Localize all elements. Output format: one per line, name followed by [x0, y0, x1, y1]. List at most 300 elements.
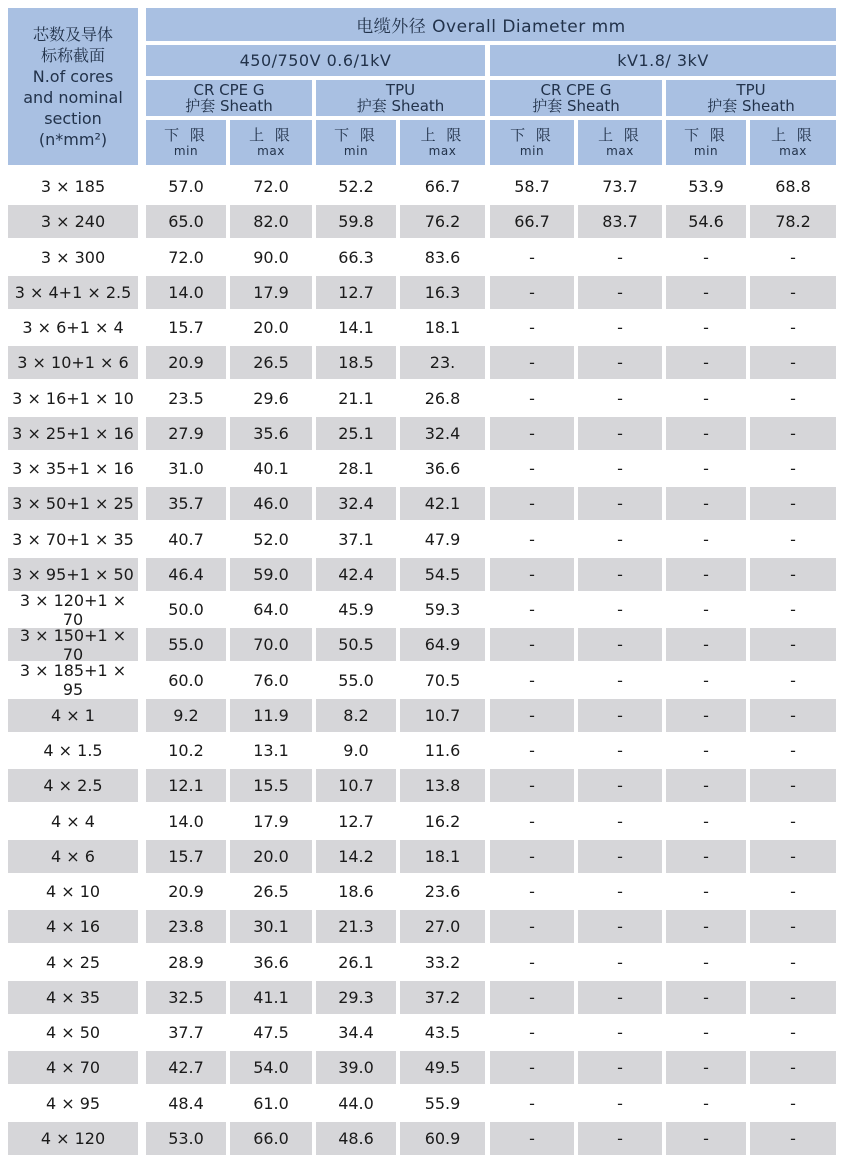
diameter-cell: -	[578, 276, 662, 309]
diameter-cell: 83.6	[424, 247, 461, 267]
header-sheath-cr-line1: CR CPE G	[193, 81, 265, 99]
diameter-cell: -	[790, 670, 796, 690]
diameter-cell: 72.0	[168, 247, 204, 267]
diameter-cell: 70.0	[230, 628, 312, 661]
diameter-cell: -	[790, 388, 796, 408]
diameter-cell: 20.0	[230, 840, 312, 873]
cores-section-cell: 3 × 185+1 × 95	[19, 663, 127, 697]
diameter-cell: -	[750, 346, 836, 379]
diameter-cell: -	[617, 811, 623, 831]
header-min-en: min	[519, 143, 545, 158]
diameter-cell: 9.0	[343, 741, 369, 760]
cores-section-cell: 4 × 6	[8, 840, 138, 873]
diameter-cell: -	[790, 459, 796, 478]
cores-section-cell: 3 × 35+1 × 16	[12, 459, 134, 478]
cores-section-cell: 3 × 120+1 × 70	[19, 593, 127, 626]
diameter-cell: -	[490, 558, 574, 591]
cores-section-cell: 3 × 4+1 × 2.5	[8, 276, 138, 309]
diameter-cell: -	[490, 910, 574, 943]
diameter-cell: 55.0	[146, 628, 226, 661]
header-sheath-tpu-line2: 护套 Sheath	[356, 97, 445, 115]
cores-section-cell: 4 × 25	[45, 952, 101, 972]
diameter-cell: -	[617, 247, 623, 267]
diameter-cell: 10.2	[168, 741, 204, 760]
diameter-cell: 21.1	[338, 388, 374, 408]
diameter-cell: 40.1	[253, 459, 289, 478]
diameter-cell: 64.9	[400, 628, 485, 661]
diameter-cell: -	[529, 1023, 535, 1042]
diameter-cell: 18.1	[400, 840, 485, 873]
diameter-cell: -	[490, 1051, 574, 1084]
diameter-cell: 59.0	[230, 558, 312, 591]
diameter-cell: -	[750, 628, 836, 661]
header-side-line: 芯数及导体	[32, 24, 113, 44]
diameter-cell: -	[703, 600, 709, 619]
diameter-cell: -	[750, 276, 836, 309]
diameter-cell: 42.1	[400, 487, 485, 520]
diameter-cell: 17.9	[253, 811, 289, 831]
diameter-cell: 27.0	[400, 910, 485, 943]
diameter-cell: 73.7	[602, 177, 638, 196]
diameter-cell: -	[790, 318, 796, 337]
diameter-cell: -	[578, 1051, 662, 1084]
diameter-cell: 20.0	[253, 318, 289, 337]
diameter-cell: -	[790, 1023, 796, 1042]
diameter-cell: -	[529, 1093, 535, 1113]
diameter-cell: 78.2	[750, 205, 836, 238]
diameter-cell: 18.1	[424, 318, 461, 337]
cores-section-cell: 3 × 6+1 × 4	[22, 318, 124, 337]
header-min-en: min	[173, 143, 199, 158]
diameter-cell: -	[490, 628, 574, 661]
header-side-line: section	[44, 108, 102, 128]
header-sheath-cr	[490, 80, 662, 116]
diameter-cell: -	[529, 882, 535, 901]
diameter-cell: -	[750, 417, 836, 450]
diameter-cell: -	[790, 529, 796, 549]
header-sheath-cr-line2: 护套 Sheath	[185, 97, 273, 115]
diameter-cell: 20.9	[146, 346, 226, 379]
cores-section-cell: 3 × 50+1 × 25	[8, 487, 138, 520]
diameter-cell: -	[750, 1122, 836, 1155]
diameter-cell: -	[666, 628, 746, 661]
diameter-cell: 14.0	[146, 276, 226, 309]
diameter-cell: -	[490, 346, 574, 379]
diameter-cell: 49.5	[400, 1051, 485, 1084]
diameter-cell: -	[578, 981, 662, 1014]
diameter-cell: 23.5	[168, 388, 204, 408]
diameter-cell: -	[703, 952, 709, 972]
header-sheath-cr	[146, 80, 312, 116]
diameter-cell: 61.0	[253, 1093, 289, 1113]
diameter-cell: 59.3	[424, 600, 461, 619]
diameter-cell: -	[666, 558, 746, 591]
diameter-cell: -	[750, 558, 836, 591]
diameter-cell: -	[703, 741, 709, 760]
diameter-cell: -	[750, 910, 836, 943]
diameter-cell: 14.2	[316, 840, 396, 873]
diameter-cell: 15.5	[230, 769, 312, 802]
header-max-en: max	[606, 143, 634, 158]
cores-section-cell: 4 × 16	[8, 910, 138, 943]
cores-section-cell: 3 × 10+1 × 6	[8, 346, 138, 379]
diameter-cell: -	[790, 811, 796, 831]
diameter-cell: 27.9	[146, 417, 226, 450]
cores-section-cell: 3 × 70+1 × 35	[12, 529, 134, 549]
diameter-cell: -	[617, 741, 623, 760]
diameter-cell: 18.6	[338, 882, 374, 901]
diameter-cell: 55.9	[424, 1093, 461, 1113]
diameter-cell: 55.0	[338, 670, 374, 690]
diameter-cell: -	[790, 247, 796, 267]
diameter-cell: -	[703, 247, 709, 267]
diameter-cell: 10.7	[316, 769, 396, 802]
header-side-line: N.of cores	[32, 66, 114, 86]
diameter-cell: 50.5	[316, 628, 396, 661]
header-max-zh: 上 限	[771, 125, 815, 144]
diameter-cell: -	[529, 600, 535, 619]
diameter-cell: 52.2	[338, 177, 374, 196]
diameter-cell: 66.3	[338, 247, 374, 267]
diameter-cell: 26.5	[253, 882, 289, 901]
header-voltage-low	[146, 45, 485, 76]
diameter-cell: -	[750, 699, 836, 732]
diameter-cell: 43.5	[424, 1023, 461, 1042]
diameter-cell: 42.7	[146, 1051, 226, 1084]
diameter-cell: 33.2	[424, 952, 461, 972]
diameter-cell: -	[790, 1093, 796, 1113]
cores-section-cell: 4 × 1.5	[43, 741, 103, 760]
diameter-cell: 36.6	[424, 459, 461, 478]
header-min	[316, 120, 396, 165]
diameter-cell: 32.5	[146, 981, 226, 1014]
diameter-cell: -	[490, 840, 574, 873]
diameter-cell: 8.2	[316, 699, 396, 732]
cores-section-cell: 3 × 25+1 × 16	[8, 417, 138, 450]
diameter-cell: 60.0	[168, 670, 204, 690]
diameter-cell: 39.0	[316, 1051, 396, 1084]
diameter-cell: -	[617, 529, 623, 549]
diameter-cell: -	[578, 487, 662, 520]
diameter-cell: 76.0	[253, 670, 289, 690]
header-voltage-high-text: kV1.8/ 3kV	[617, 51, 709, 70]
header-cores-section	[8, 8, 138, 165]
diameter-cell: 29.6	[253, 388, 289, 408]
cores-section-cell: 4 × 70	[8, 1051, 138, 1084]
diameter-cell: -	[578, 1122, 662, 1155]
diameter-cell: 32.4	[400, 417, 485, 450]
diameter-cell: 53.0	[146, 1122, 226, 1155]
diameter-cell: 47.9	[424, 529, 461, 549]
diameter-cell: -	[666, 1122, 746, 1155]
diameter-cell: 11.9	[230, 699, 312, 732]
header-voltage-low-text: 450/750V 0.6/1kV	[239, 51, 392, 70]
diameter-cell: 26.8	[424, 388, 461, 408]
diameter-cell: -	[790, 952, 796, 972]
header-min	[146, 120, 226, 165]
diameter-cell: -	[666, 769, 746, 802]
diameter-cell: 48.6	[316, 1122, 396, 1155]
diameter-cell: -	[750, 981, 836, 1014]
diameter-cell: -	[490, 487, 574, 520]
diameter-cell: 37.1	[338, 529, 374, 549]
header-side-line: and nominal	[23, 87, 123, 107]
diameter-cell: 11.6	[424, 741, 461, 760]
diameter-cell: 72.0	[253, 177, 289, 196]
diameter-cell: 40.7	[168, 529, 204, 549]
diameter-cell: -	[578, 628, 662, 661]
diameter-cell: -	[529, 952, 535, 972]
diameter-cell: 47.5	[253, 1023, 289, 1042]
diameter-cell: -	[617, 600, 623, 619]
diameter-cell: -	[490, 769, 574, 802]
diameter-cell: -	[666, 910, 746, 943]
header-min-en: min	[693, 143, 719, 158]
diameter-cell: -	[666, 981, 746, 1014]
diameter-cell: 28.9	[168, 952, 204, 972]
diameter-cell: 35.6	[230, 417, 312, 450]
diameter-cell: 15.7	[146, 840, 226, 873]
diameter-cell: 57.0	[168, 177, 204, 196]
diameter-cell: 64.0	[253, 600, 289, 619]
header-min-zh: 下 限	[510, 125, 554, 144]
cores-section-cell: 3 × 150+1 × 70	[8, 628, 138, 661]
diameter-cell: 90.0	[253, 247, 289, 267]
diameter-cell: -	[578, 840, 662, 873]
diameter-cell: 58.7	[514, 177, 550, 196]
diameter-cell: 36.6	[253, 952, 289, 972]
header-min	[490, 120, 574, 165]
diameter-cell: 50.0	[168, 600, 204, 619]
diameter-cell: -	[750, 487, 836, 520]
header-max-zh: 上 限	[249, 125, 293, 144]
diameter-cell: 26.5	[230, 346, 312, 379]
diameter-cell: -	[578, 346, 662, 379]
diameter-cell: -	[490, 276, 574, 309]
header-sheath-tpu-line1: TPU	[385, 81, 416, 99]
diameter-cell: -	[529, 670, 535, 690]
header-min-zh: 下 限	[334, 125, 378, 144]
header-min-zh: 下 限	[164, 125, 208, 144]
header-max-en: max	[428, 143, 457, 158]
cores-section-cell: 4 × 50	[45, 1023, 101, 1042]
diameter-cell: 60.9	[400, 1122, 485, 1155]
diameter-cell: -	[529, 388, 535, 408]
header-max-en: max	[779, 143, 807, 158]
diameter-cell: 23.6	[424, 882, 461, 901]
diameter-cell: -	[703, 882, 709, 901]
diameter-cell: -	[750, 769, 836, 802]
diameter-cell: -	[617, 1093, 623, 1113]
header-max	[750, 120, 836, 165]
diameter-cell: -	[750, 840, 836, 873]
header-sheath-cr-line2: 护套 Sheath	[532, 97, 620, 115]
header-side-line: (n*mm²)	[38, 129, 108, 149]
diameter-cell: -	[529, 318, 535, 337]
diameter-cell: 53.9	[688, 177, 724, 196]
header-sheath-cr-line1: CR CPE G	[540, 81, 612, 99]
diameter-cell: -	[529, 741, 535, 760]
diameter-cell: -	[578, 910, 662, 943]
diameter-cell: -	[666, 840, 746, 873]
diameter-cell: 14.1	[338, 318, 374, 337]
header-sheath-tpu-line2: 护套 Sheath	[707, 97, 795, 115]
diameter-cell: -	[529, 459, 535, 478]
diameter-cell: -	[790, 741, 796, 760]
diameter-cell: -	[750, 1051, 836, 1084]
cores-section-cell: 4 × 1	[8, 699, 138, 732]
header-sheath-tpu	[316, 80, 485, 116]
header-max-zh: 上 限	[598, 125, 642, 144]
diameter-cell: -	[790, 882, 796, 901]
diameter-cell: -	[617, 670, 623, 690]
diameter-cell: -	[617, 1023, 623, 1042]
header-title-text: 电缆外径 Overall Diameter mm	[356, 17, 626, 37]
diameter-cell: 12.1	[146, 769, 226, 802]
diameter-cell: -	[529, 529, 535, 549]
diameter-cell: 30.1	[230, 910, 312, 943]
diameter-cell: 76.2	[400, 205, 485, 238]
header-max-en: max	[257, 143, 285, 158]
diameter-cell: 46.4	[146, 558, 226, 591]
diameter-cell: 16.2	[424, 811, 461, 831]
diameter-cell: 16.3	[400, 276, 485, 309]
diameter-cell: -	[703, 1023, 709, 1042]
diameter-cell: -	[666, 487, 746, 520]
diameter-cell: 37.7	[168, 1023, 204, 1042]
diameter-cell: -	[578, 769, 662, 802]
diameter-cell: -	[703, 670, 709, 690]
diameter-cell: -	[703, 459, 709, 478]
diameter-cell: -	[617, 318, 623, 337]
cores-section-cell: 3 × 185	[40, 177, 106, 196]
diameter-cell: 25.1	[316, 417, 396, 450]
header-max-zh: 上 限	[420, 125, 465, 144]
diameter-cell: 45.9	[338, 600, 374, 619]
cores-section-cell: 3 × 240	[8, 205, 138, 238]
diameter-cell: 35.7	[146, 487, 226, 520]
cores-section-cell: 3 × 16+1 × 10	[12, 388, 134, 408]
header-sheath-tpu	[666, 80, 836, 116]
diameter-cell: 66.7	[490, 205, 574, 238]
diameter-cell: -	[578, 699, 662, 732]
diameter-cell: 12.7	[316, 276, 396, 309]
diameter-cell: -	[666, 346, 746, 379]
header-side-line: 标称截面	[40, 45, 105, 65]
diameter-cell: -	[703, 388, 709, 408]
cores-section-cell: 3 × 95+1 × 50	[8, 558, 138, 591]
cores-section-cell: 4 × 2.5	[8, 769, 138, 802]
diameter-cell: 68.8	[775, 177, 811, 196]
diameter-cell: -	[703, 529, 709, 549]
diameter-cell: 29.3	[316, 981, 396, 1014]
header-max	[230, 120, 312, 165]
diameter-cell: 9.2	[146, 699, 226, 732]
diameter-cell: 83.7	[578, 205, 662, 238]
diameter-cell: 48.4	[168, 1093, 204, 1113]
diameter-cell: 20.9	[168, 882, 204, 901]
diameter-cell: 65.0	[146, 205, 226, 238]
header-max	[578, 120, 662, 165]
diameter-cell: -	[703, 318, 709, 337]
diameter-cell: -	[666, 1051, 746, 1084]
diameter-cell: 54.0	[230, 1051, 312, 1084]
cores-section-cell: 4 × 35	[8, 981, 138, 1014]
diameter-cell: -	[617, 388, 623, 408]
cores-section-cell: 4 × 95	[45, 1093, 101, 1113]
diameter-cell: -	[578, 417, 662, 450]
diameter-cell: 54.5	[400, 558, 485, 591]
cores-section-cell: 4 × 10	[45, 882, 101, 901]
diameter-cell: -	[617, 459, 623, 478]
header-voltage-high	[490, 45, 836, 76]
header-min-en: min	[343, 143, 369, 158]
diameter-cell: -	[617, 882, 623, 901]
diameter-cell: 23.	[400, 346, 485, 379]
diameter-cell: -	[790, 600, 796, 619]
diameter-cell: -	[490, 1122, 574, 1155]
cores-section-cell: 3 × 300	[40, 247, 106, 267]
diameter-cell: 44.0	[338, 1093, 374, 1113]
diameter-cell: 14.0	[168, 811, 204, 831]
diameter-cell: -	[529, 811, 535, 831]
diameter-cell: -	[703, 1093, 709, 1113]
diameter-cell: 46.0	[230, 487, 312, 520]
diameter-cell: 37.2	[400, 981, 485, 1014]
header-min	[666, 120, 746, 165]
diameter-cell: 66.7	[424, 177, 461, 196]
diameter-cell: -	[703, 811, 709, 831]
diameter-cell: 41.1	[230, 981, 312, 1014]
diameter-cell: -	[578, 558, 662, 591]
diameter-cell: 59.8	[316, 205, 396, 238]
header-max	[400, 120, 485, 165]
header-sheath-tpu-line1: TPU	[736, 81, 766, 99]
diameter-cell: 26.1	[338, 952, 374, 972]
cores-section-cell: 4 × 120	[8, 1122, 138, 1155]
diameter-cell: 21.3	[316, 910, 396, 943]
diameter-cell: 32.4	[316, 487, 396, 520]
cores-section-cell: 4 × 4	[51, 811, 95, 831]
diameter-cell: 28.1	[338, 459, 374, 478]
diameter-cell: -	[617, 952, 623, 972]
diameter-cell: 31.0	[168, 459, 204, 478]
diameter-cell: -	[490, 417, 574, 450]
diameter-cell: 13.8	[400, 769, 485, 802]
header-min-zh: 下 限	[684, 125, 728, 144]
diameter-cell: 82.0	[230, 205, 312, 238]
diameter-cell: -	[490, 981, 574, 1014]
diameter-cell: 54.6	[666, 205, 746, 238]
diameter-cell: 66.0	[230, 1122, 312, 1155]
diameter-cell: 34.4	[338, 1023, 374, 1042]
diameter-cell: -	[529, 247, 535, 267]
diameter-cell: 17.9	[230, 276, 312, 309]
diameter-cell: 42.4	[316, 558, 396, 591]
diameter-cell: 23.8	[146, 910, 226, 943]
diameter-cell: -	[666, 276, 746, 309]
diameter-cell: -	[666, 417, 746, 450]
diameter-cell: 70.5	[424, 670, 461, 690]
diameter-cell: 15.7	[168, 318, 204, 337]
diameter-cell: -	[666, 699, 746, 732]
diameter-cell: 13.1	[253, 741, 289, 760]
diameter-cell: 52.0	[253, 529, 289, 549]
diameter-cell: 18.5	[316, 346, 396, 379]
diameter-cell: 10.7	[400, 699, 485, 732]
diameter-cell: -	[490, 699, 574, 732]
diameter-cell: 12.7	[338, 811, 374, 831]
